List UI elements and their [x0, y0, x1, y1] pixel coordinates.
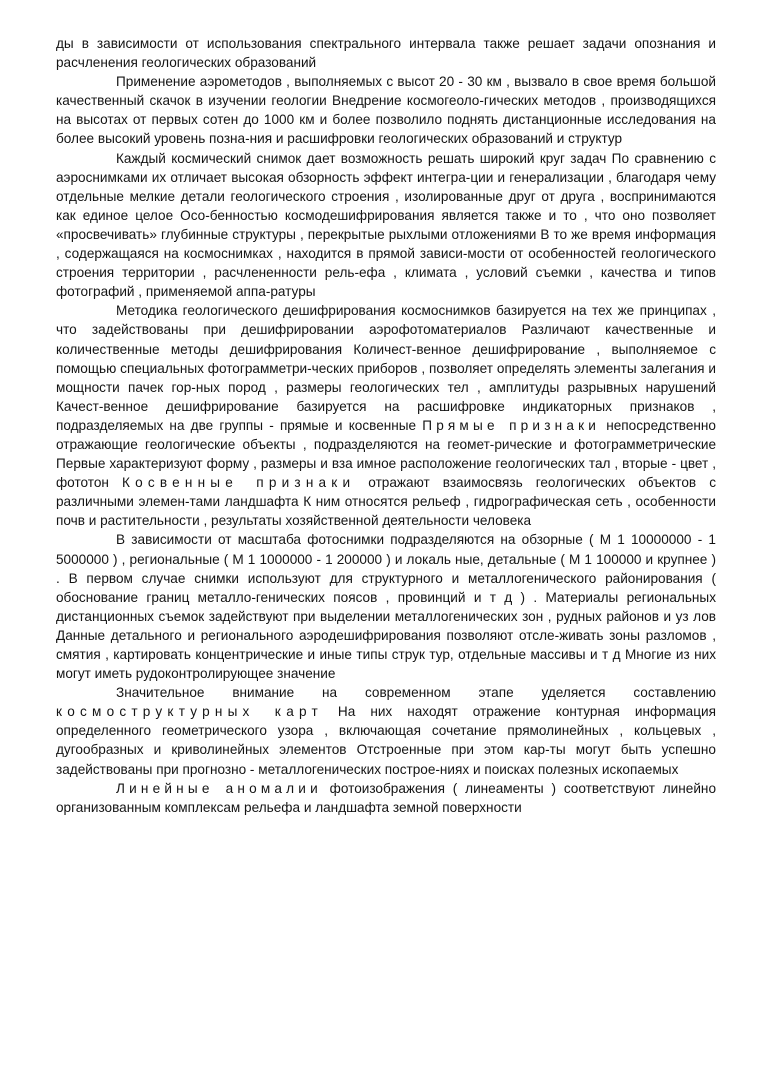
paragraph-4	[56, 301, 716, 530]
paragraph-7-text: фотоизображения ( линеаменты ) соответствуют линейно организованным комплексам рельефа и ландшафта земной поверхности	[56, 780, 716, 815]
paragraph-4-text-a: Методика геологического дешифрирования космоснимков базируется на тех же принципах , что задействованы при дешифрировании аэрофотоматериалов Различают качественные и количественные методы дешифрирования Количест-венное дешифрирование , выполняемое с помощью специальных фотограмметри-ческих приборов , позволяет определять элементы залегания и мощности пачек гор-ных пород , размеры геологических тел , амплитуды разрывных нарушений Качест-венное дешифрирование базируется на расшифровке индикаторных признаков , подразделяемых на две группы - прямые и косвенные	[56, 303, 716, 433]
term-direct-signs: Прямые признаки	[422, 417, 601, 433]
term-indirect-signs: Косвенные признаки	[121, 475, 356, 491]
paragraph-4-text-b: непосредственно отражающие геологические объекты , подразделяются на геомет-рические и фотограмметрические Первые характеризуют форму , размеры и вза имное расположение геологических тал , вторые - цвет , фототон	[56, 417, 716, 491]
paragraph-1	[56, 34, 716, 72]
paragraph-4-text-c: отражают взаимосвязь геологических объектов с различными элемен-тами ландшафта К ним относятся рельеф , гидрографическая сеть , особенности почв и растительности , результаты хозяйственной деятельности человека	[56, 475, 716, 529]
paragraph-5-text: В зависимости от масштаба фотоснимки подразделяются на обзорные ( М 1 10000000 - 1 5000000 ) , региональные ( М 1 1000000 - 1 200000 ) и локаль ные, детальные ( М 1 100000 и крупнее ) . В первом случае снимки используют для структурного и металлогенического районирования ( обоснование границ металло-генических поясов , провинций и т д ) . Материалы региональных дистанционных съемок задействуют при выделении металлогенических зон , рудных районов и уз лов Данные детального и регионального аэродешифрирования позволяют отсле-живать зоны разломов , смятия , картировать концентрические и иные типы струк тур, отдельные массивы и т д Многие из них могут иметь рудоконтролирующее значение	[56, 532, 716, 682]
paragraph-6-text-b: На них находят отражение контурная информация определенного геометрического узора , включающая сочетание прямолинейных , кольцевых , дугообразных и криволинейных элементов Отстроенные при этом кар-ты могут быть успешно задействованы при прогнозно - металлогенических построе-ниях и поисках полезных ископаемых	[56, 704, 716, 777]
paragraph-2-text: Применение аэрометодов , выполняемых с высот 20 - 30 км , вызвало в свое время большой качественный скачок в изучении геологии Внедрение космогеоло-гических методов , производящихся на высотах от первых сотен до 1000 км и более позволило поднять дистанционные исследования на более высокий уровень позна-ния и расшифровки геологических образований и структур	[56, 74, 716, 147]
paragraph-1-text: ды в зависимости от использования спектрального интервала также решает задачи опознания и расчленения геологических образований	[56, 36, 716, 71]
paragraph-7	[56, 779, 716, 817]
paragraph-6	[56, 683, 716, 778]
paragraph-3	[56, 149, 716, 302]
paragraph-6-text-a: Значительное внимание на современном этапе уделяется составлению	[116, 685, 716, 701]
document-page	[56, 34, 716, 1074]
term-cosmostructural-maps: космоструктурных карт	[56, 704, 323, 720]
paragraph-5	[56, 530, 716, 683]
paragraph-3-text: Каждый космический снимок дает возможность решать широкий круг задач По сравнению с аэроснимками их отличает высокая обзорность эффект интегра-ции и генерализации , благодаря чему отдельные мелкие детали геологического строения , изолированные друг от друга , воспринимаются как единое целое Осо-бенностью космодешифрирования является также и то , что оно позволяет «просвечивать» глубинные структуры , перекрытые рыхлыми отложениями В то же время информация , содержащаяся на космоснимках , находится в прямой зависи-мости от особенностей геологического строения территории , расчлененности рель-ефа , климата , условий съемки , качества и типов фотографий , применяемой аппа-ратуры	[56, 150, 716, 300]
paragraph-2	[56, 72, 716, 148]
term-linear-anomalies: Линейные аномалии	[116, 780, 322, 796]
